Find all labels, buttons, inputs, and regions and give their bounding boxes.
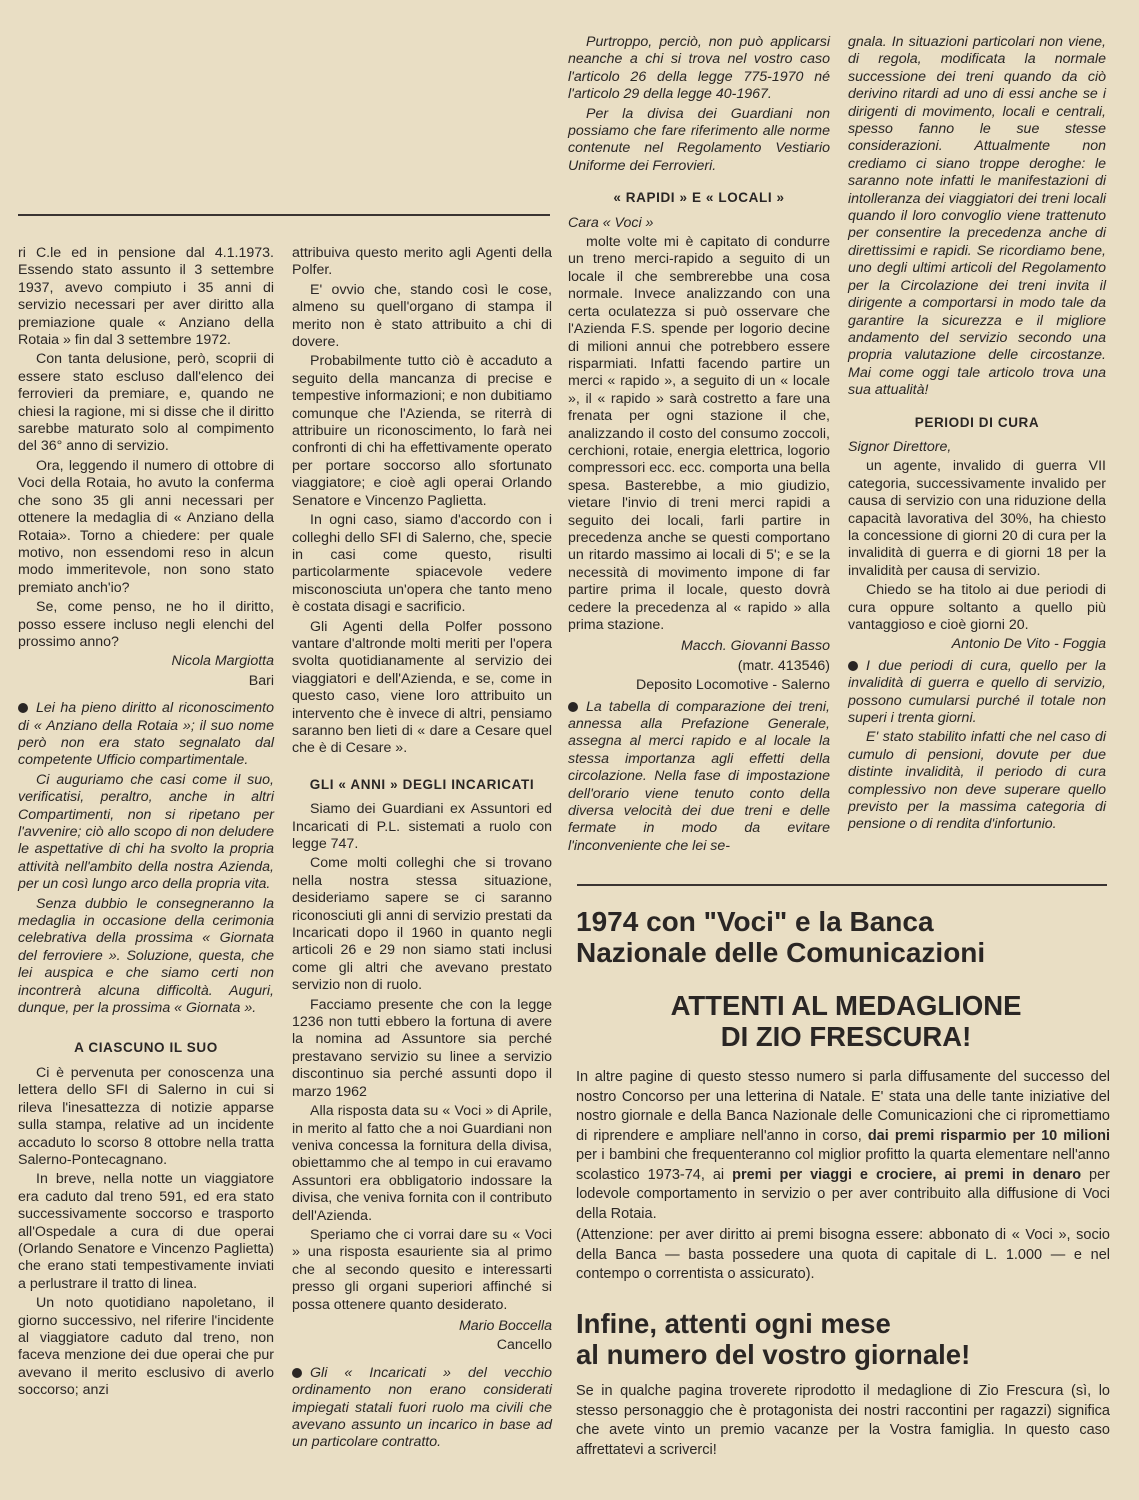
column-3 [568, 34, 830, 857]
letter-4-signature-name: Macch. Giovanni Basso [680, 638, 830, 655]
promo-title [576, 906, 1116, 968]
letter-3-p5: Speriamo che ci vorrai dare su « Voci » una risposta esauriente sia al primo che al secondo quesito e interessarti presso gli organi superiori affinché si possa ottenere quanto desiderato. [292, 1226, 552, 1313]
bullet-icon [292, 1368, 302, 1378]
letter-1-p4: Se, come penso, ne ho il diritto, posso essere incluso negli elenchi del prossimo anno? [18, 599, 274, 650]
bullet-icon [848, 661, 858, 671]
promo-title-line-1: 1974 con "Voci" e la Banca [576, 906, 934, 937]
letter-5-p1: un agente, invalido di guerra VII categoria, successivamente invalido per causa di servizio con una riduzione della capacità lavorativa del 30%, ha chiesto la concessione di giorni 20 di cura per la invalidità di guerra e di giorni 18 per la invalidità per causa di servizio. [848, 458, 1106, 579]
promo-note: (Attenzione: per aver diritto ai premi bisogna essere: abbonato di « Voci », socio della Banca — basta possedere una quota di capitale di L. 1.000 — e nel contempo o correntista o assicurato). [576, 1227, 1110, 1282]
reply-1-p1: Lei ha pieno diritto al riconoscimento di « Anziano della Rotaia »; il suo nome però non era stato segnalato dal competente Ufficio compartimentale. [18, 700, 274, 769]
promo-body: In altre pagine di questo stesso numero si parla diffusamente del successo del nostro Concorso per una letterina di Natale. E' stata una delle tante iniziative del nostro giornale e della Banca Nazionale delle Comunicazioni che ci ripromettiamo di riprendere e ampliare nell'anno in corso, dai premi risparmio per 10 milioni per i bambini che frequenteranno col miglior profitto la quarta elementare nell'anno scolastico 1973-74, ai premi per viaggi e crociere, ai premi in denaro per lodevole comportamento in servizio o per aver contribuito alla diffusione di Voci della Rotaia. [576, 1069, 1111, 1222]
letter-1-signature-name: Nicola Margiotta [171, 653, 274, 670]
letter-1-p2: Con tanta delusione, però, scoprii di essere stato escluso dall'elenco dei ferrovieri da premiare, e, quando ne chiesi la ragione, mi si disse che il diritto sarebbe maturato solo al compimento del 36° anno di servizio. [18, 351, 274, 455]
reply-1-p2: Ci auguriamo che casi come il suo, verificatisi, peraltro, anche in altri Compartimenti, non si ripetano per l'avvenire; ciò allo scopo di non deludere le aspettative di chi ha svolto la propria attività nell'ambito della nostra Azienda, per un così lungo arco della propria vita. [18, 771, 274, 893]
column-4 [848, 34, 1106, 836]
bullet-icon [568, 702, 578, 712]
letter-2-p3: Un noto quotidiano napoletano, il giorno successivo, nel riferire l'incidente al viaggiatore caduto dal treno, non faceva menzione dei due operai che pur avevano il merito esclusivo di averlo soccorso; anzi [18, 1295, 274, 1399]
promo-headline-line-1: ATTENTI AL MEDAGLIONE [670, 990, 1022, 1021]
reply-4-p1: La tabella di comparazione dei treni, annessa alla Prefazione Generale, assegna al merci rapido e al locale la stessa importanza agli effetti della circolazione. Nella fase di impostazione dell'orario viene tenuto conto della diversa velocità dei due treni e delle fermate in modo da evitare l'inconveniente che lei se- [568, 698, 830, 854]
reply-3-p1: Gli « Incaricati » del vecchio ordinamento non erano considerati impiegati statali fuori ruolo ma civili che avevano assunto un incarico in base ad un particolare contratto. [292, 1364, 552, 1451]
bullet-icon [18, 703, 28, 713]
letter-1-p3: Ora, leggendo il numero di ottobre di Voci della Rotaia, ho avuto la conferma che sono 35 gli anni necessari per ottenere la medaglia di « Anziano della Rotaia». Torno a chiedere: per quale motivo, non essendomi reso in alcun modo immeritevole, non sono stato premiato anch'io? [18, 457, 274, 596]
letter-1-signature-place: Bari [248, 672, 274, 689]
letter-3-signature-place: Cancello [496, 1337, 552, 1354]
letter-2-p2: In breve, nella notte un viaggiatore era caduto dal treno 591, ed era stato successivamente soccorso e trasporto all'Ospedale a cura di due operai (Orlando Senatore e Vincenzo Paglietta) che erano stati tempestivamente inviati a perlustrare il tratto di linea. [18, 1171, 274, 1292]
letter-4-salutation: Cara « Voci » [568, 214, 654, 231]
reply-4-p2: gnala. In situazioni particolari non viene, di regola, modificata la normale successione dei treni quando da ciò derivino ritardi ad uno di essi anche se i dirigenti di movimento, locali e centrali, spesso fanno le sue stesse considerazioni. Attualmente non crediamo ci siano troppe deroghe: le saranno note infatti le manifestazioni di intolleranza dei viaggiatori dei treni locali quando il loro convoglio viene trattenuto per consentire la precedenza anche di direttissimi e rapidi. Se ricordiamo bene, uno degli ultimi articoli del Regolamento per la Circolazione dei treni invita il dirigente a comportarsi in modo tale da garantire la sicurezza e il migliore andamento del servizio secondo una propria valutazione delle circostanze. Mai come oggi tale articolo trova una sua attualità! [848, 34, 1106, 399]
letter-4-signature-matr: (matr. 413546) [737, 657, 830, 674]
reply-5-p2: E' stato stabilito infatti che nel caso di cumulo di pensioni, dovute per due distinte invalidità, il periodo di cura complessivo non deve superare quello previsto per la massima categoria di pensione o di rendita d'infortunio. [848, 729, 1106, 833]
reply-1-p3: Senza dubbio le consegneranno la medaglia in occasione della cerimonia celebrativa della prossima « Giornata del ferroviere ». Soluzione, questa, che lei auspica e che siamo certi non incontrerà alcuna difficoltà. Auguri, dunque, per la prossima « Giornata ». [18, 895, 274, 1017]
letter-4-signature-place: Deposito Locomotive - Salerno [636, 677, 830, 694]
promo-headline-line-2: DI ZIO FRESCURA! [720, 1021, 972, 1052]
letter-5-signature: Antonio De Vito - Foggia [951, 636, 1106, 653]
letter-3-signature-name: Mario Boccella [458, 1317, 552, 1334]
section-heading-a-ciascuno: A CIASCUNO IL SUO [74, 1040, 218, 1056]
promo-divider-rule [577, 884, 1107, 886]
letter-5-salutation: Signor Direttore, [848, 438, 952, 455]
letter-4-p1: molte volte mi è capitato di condurre un treno merci-rapido a seguito di un locale il che sembrerebbe una cosa normale. Invece analizzando con una certa oculatezza si può osservare che l'Azienda F.S. spende per logorio decine di milioni annui che potrebbero essere risparmiati. Infatti facendo partire un merci « rapido », a seguito di un « locale », il « rapido » sarà costretto a fare una frenata per ogni stazione il che, analizzando il costo del consumo zoccoli, cerchioni, rotaie, energia elettrica, logorio compressori ecc. ecc. comporta una bella spesa. Basterebbe, a mio giudizio, vietare l'invio di treni merci rapidi a seguito dei locali, farli partire in precedenza anche se questi comportano un ritardo massimo ai locali di 5'; e se la necessità di movimento impone di far partire prima il locale, questo dovrà cedere la precedenza al « rapido » alla prima stazione. [568, 234, 830, 633]
letter-2-p5: E' ovvio che, stando così le cose, almeno su quell'organo di stampa il merito non è stato attribuito a chi di dovere. [292, 281, 552, 351]
reply-3-p3: Per la divisa dei Guardiani non possiamo che fare riferimento alle norme contenute nel Regolamento Vestiario Uniforme dei Ferrovieri. [568, 105, 830, 174]
promo-title-line-2: Nazionale delle Comunicazioni [576, 937, 986, 968]
letter-3-p4: Alla risposta data su « Voci » di Aprile, in merito al fatto che a noi Guardiani non veniva concessa la fornitura della divisa, obiettammo che al tempo in cui eravamo Assuntori era obbligatorio indossare la divisa, che veniva fornita con il contributo dell'Azienda. [292, 1103, 552, 1224]
column-1 [18, 245, 274, 1402]
section-heading-rapidi-locali: « RAPIDI » E « LOCALI » [613, 190, 785, 206]
top-divider-rule [18, 214, 550, 216]
letter-2-p7: In ogni caso, siamo d'accordo con i colleghi dello SFI di Salerno, che, specie in casi come questo, risulti particolarmente spiacevole vedere misconosciuta un'opera che tanto meno è costata disagi e sacrificio. [292, 512, 552, 616]
promo-final-line-2: al numero del vostro giornale! [576, 1339, 971, 1370]
column-2 [292, 245, 552, 1454]
letter-2-p8: Gli Agenti della Polfer possono vantare d'altronde molti meriti per l'opera svolta quotidianamente al servizio dei viaggiatori e dell'Azienda, e se, come in questo caso, viene loro attribuito un intervento che è invece di altri, pensiamo saranno ben lieti di « dare a Cesare quel che è di Cesare ». [292, 618, 552, 757]
letter-1-p1: ri C.le ed in pensione dal 4.1.1973. Essendo stato assunto il 3 settembre 1937, avevo compiuto i 35 anni di servizio necessari per aver diritto alla premiazione quale « Anziano della Rotaia » fin dal 3 settembre 1972. [18, 245, 274, 349]
letter-3-p2: Come molti colleghi che si trovano nella nostra stessa situazione, desideriamo sapere se ci saranno riconosciuti gli anni di servizio prestati da Incaricati dopo il 1960 in quanto negli articoli 26 e 29 non siamo stati inclusi come gli altri che avevano prestato servizio non di ruolo. [292, 855, 552, 994]
promo-headline [576, 990, 1116, 1052]
reply-5-p1: I due periodi di cura, quello per la invalidità di guerra e quello di servizio, possono cumularsi purché il totale non superi i trenta giorni. [848, 657, 1106, 727]
reply-3-p2: Purtroppo, perciò, non può applicarsi neanche a chi si trova nel vostro caso l'articolo 26 della legge 775-1970 né l'articolo 29 della legge 40-1967. [568, 34, 830, 103]
letter-3-p1: Siamo dei Guardiani ex Assuntori ed Incaricati di P.L. sistemati a ruolo con legge 747. [292, 801, 552, 852]
promo-final-text: Se in qualche pagina troverete riprodotto il medaglione di Zio Frescura (sì, lo stesso personaggio che è protagonista dei nostri raccontini per ragazzi) significa che avete vinto un premio vacanze per la Vostra famiglia. In questo caso affrettatevi a scriverci! [576, 1383, 1110, 1458]
letter-3-p3: Facciamo presente che con la legge 1236 non tutti ebbero la fortuna di avere la nomina ad Assuntore sia perché prestavano servizio su linee a servizio discontinuo sia perché assunti dopo il marzo 1962 [292, 996, 552, 1100]
letter-2-p4: attribuiva questo merito agli Agenti della Polfer. [292, 245, 552, 279]
promo-final-line-1: Infine, attenti ogni mese [576, 1308, 891, 1339]
section-heading-anni-incaricati: GLI « ANNI » DEGLI INCARICATI [309, 776, 535, 792]
letter-2-p1: Ci è pervenuta per conoscenza una lettera dello SFI di Salerno in cui si rileva l'inesattezza di notizie apparse sulla stampa, relative ad un incidente accaduto lo scorso 8 ottobre nella tratta Salerno-Pontecagnano. [18, 1064, 274, 1168]
section-heading-periodi-cura: PERIODI DI CURA [914, 414, 1040, 430]
letter-5-p2: Chiedo se ha titolo ai due periodi di cura oppure soltanto a quello più vantaggioso e cioè giorni 20. [848, 582, 1106, 633]
promo-final-heading [576, 1308, 1116, 1370]
letter-2-p6: Probabilmente tutto ciò è accaduto a seguito della mancanza di precise e tempestive informazioni; e non dubitiamo comunque che l'Azienda, se riterrà di attribuire un riconoscimento, lo farà nei confronti di chi ha effettivamente operato per portare soccorso allo sfortunato viaggiatore; e cioè agli operai Orlando Senatore e Vincenzo Paglietta. [292, 353, 552, 509]
